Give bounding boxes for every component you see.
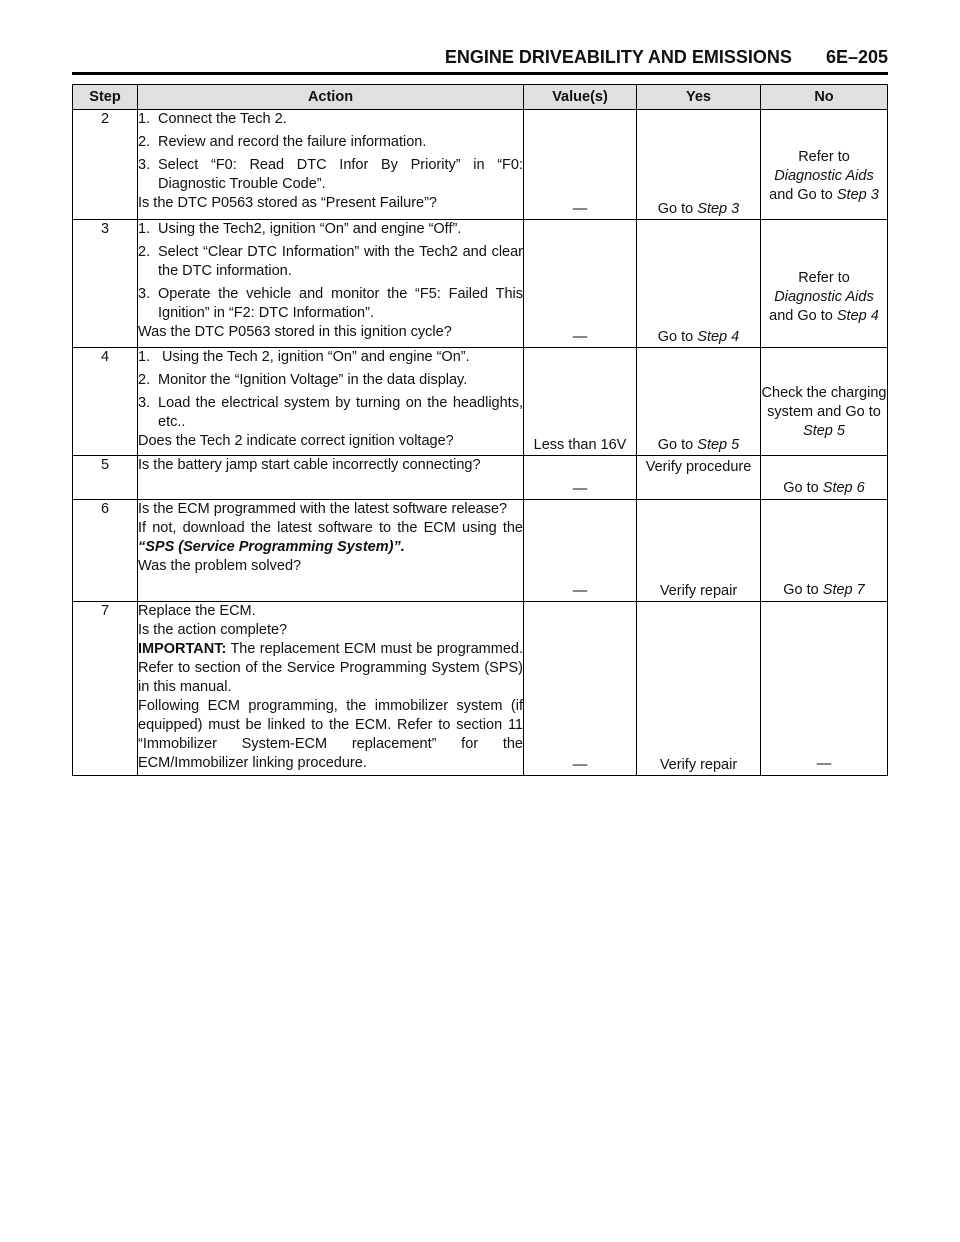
header-rule [72,72,888,75]
list-item [138,371,523,390]
action-question: Is the battery jamp start cable incorrectly connecting? [138,457,481,473]
action-text: Replace the ECM. [138,603,256,619]
diagnostic-table [72,84,888,776]
value-cell: — [524,456,637,500]
action-cell [138,456,524,500]
step-number: 6 [73,500,138,602]
value-cell: — [524,500,637,602]
value-cell: — [524,602,637,776]
no-cell [761,110,888,220]
important-label: IMPORTANT: [138,641,227,657]
action-question: Was the DTC P0563 stored in this ignition cycle? [138,324,452,340]
yes-prefix: Go to [657,437,694,453]
list-item [138,285,523,323]
list-item [138,110,523,129]
table-row [73,110,888,220]
action-question: Is the DTC P0563 stored as “Present Failure”? [138,195,437,211]
item-text: Select “Clear DTC Information” with the Tech2 and clear the DTC information. [158,244,523,279]
table-row [73,500,888,602]
no-line: and Go to Step 3 [769,187,879,203]
action-cell [138,602,524,776]
section-title: ENGINE DRIVEABILITY AND EMISSIONS [444,46,792,67]
column-header-action: Action [138,85,524,110]
list-item [138,348,523,367]
item-text: Using the Tech 2, ignition “On” and engine “On”. [162,349,470,365]
no-step-link[interactable]: Step 6 [822,480,865,496]
value-cell: — [524,110,637,220]
no-step-link[interactable]: Step 7 [822,582,865,598]
diagnostic-aids-link[interactable]: Diagnostic Aids [774,289,874,305]
no-cell [761,348,888,456]
action-text: Following ECM programming, the immobilizer system (if equipped) must be linked to the ECM. Refer to section 11 “Immobilizer System-ECM replacement” for the ECM/Immobilizer linking procedure. [138,698,523,771]
list-item [138,220,523,239]
no-step-link[interactable]: Step 3 [836,187,879,203]
diagnostic-aids-link[interactable]: Diagnostic Aids [774,168,874,184]
column-header-no: No [761,85,888,110]
no-prefix: Go to [783,582,819,598]
item-number: 2. [138,134,151,150]
no-text: Check the charging system and Go to [761,385,887,420]
page-number: 6E–205 [825,46,888,67]
column-header-step: Step [73,85,138,110]
yes-cell: Verify repair [637,500,761,602]
table-row [73,348,888,456]
item-number: 1. [138,111,151,127]
item-text: Review and record the failure information. [158,134,427,150]
no-line: Refer to [798,270,850,286]
action-question: Was the problem solved? [138,558,302,574]
item-text: Operate the vehicle and monitor the “F5: Failed This Ignition” in “F2: DTC Information”. [158,286,523,321]
column-header-values: Value(s) [524,85,637,110]
table-header-row [73,85,888,110]
action-text: If not, download the latest software to the ECM using the “SPS (Service Programming System)”. [138,520,523,555]
column-header-yes: Yes [637,85,761,110]
no-line: Refer to [798,149,850,165]
yes-prefix: Go to [657,201,694,217]
yes-step-link[interactable]: Step 5 [697,437,740,453]
no-cell: — [761,602,888,776]
value-cell: Less than 16V [524,348,637,456]
no-line: and Go to Step 4 [769,308,879,324]
item-text: Using the Tech2, ignition “On” and engine “Off”. [158,221,462,237]
item-text: Load the electrical system by turning on the headlights, etc.. [158,395,523,430]
list-item [138,156,523,194]
no-prefix: Go to [783,480,819,496]
yes-cell: Verify procedure [637,456,761,500]
no-step-link[interactable]: Step 5 [803,423,845,439]
action-list [138,348,523,432]
step-number: 3 [73,220,138,348]
yes-cell [637,110,761,220]
table-row [73,456,888,500]
table-row [73,602,888,776]
action-cell [138,220,524,348]
list-item [138,133,523,152]
no-cell [761,456,888,500]
action-list [138,110,523,194]
item-number: 2. [138,244,151,260]
item-text: Monitor the “Ignition Voltage” in the data display. [158,372,468,388]
action-text: Is the action complete? [138,622,288,638]
yes-cell [637,348,761,456]
item-number: 2. [138,372,151,388]
item-number: 1. [138,221,151,237]
action-question: Does the Tech 2 indicate correct ignition voltage? [138,433,454,449]
yes-cell: Verify repair [637,602,761,776]
table-row [73,220,888,348]
item-number: 3. [138,157,151,173]
item-text: Connect the Tech 2. [158,111,287,127]
step-number: 4 [73,348,138,456]
yes-step-link[interactable]: Step 3 [697,201,740,217]
item-number: 3. [138,286,151,302]
yes-prefix: Go to [657,329,694,345]
action-cell [138,500,524,602]
page-header [72,44,888,70]
sps-reference: “SPS (Service Programming System)”. [138,539,405,555]
value-cell: — [524,220,637,348]
no-cell [761,220,888,348]
yes-step-link[interactable]: Step 4 [697,329,740,345]
no-cell [761,500,888,602]
action-list [138,220,523,323]
yes-cell [637,220,761,348]
item-text: Select “F0: Read DTC Infor By Priority” in “F0: Diagnostic Trouble Code”. [158,157,523,192]
list-item [138,394,523,432]
important-note: IMPORTANT: The replacement ECM must be programmed. Refer to section of the Service Programming System (SPS) in this manual. [138,641,523,695]
step-number: 7 [73,602,138,776]
step-number: 2 [73,110,138,220]
action-cell [138,110,524,220]
step-number: 5 [73,456,138,500]
action-text: Is the ECM programmed with the latest software release? [138,501,508,517]
action-cell [138,348,524,456]
item-number: 3. [138,395,151,411]
item-number: 1. [138,349,151,365]
no-step-link[interactable]: Step 4 [836,308,879,324]
list-item [138,243,523,281]
